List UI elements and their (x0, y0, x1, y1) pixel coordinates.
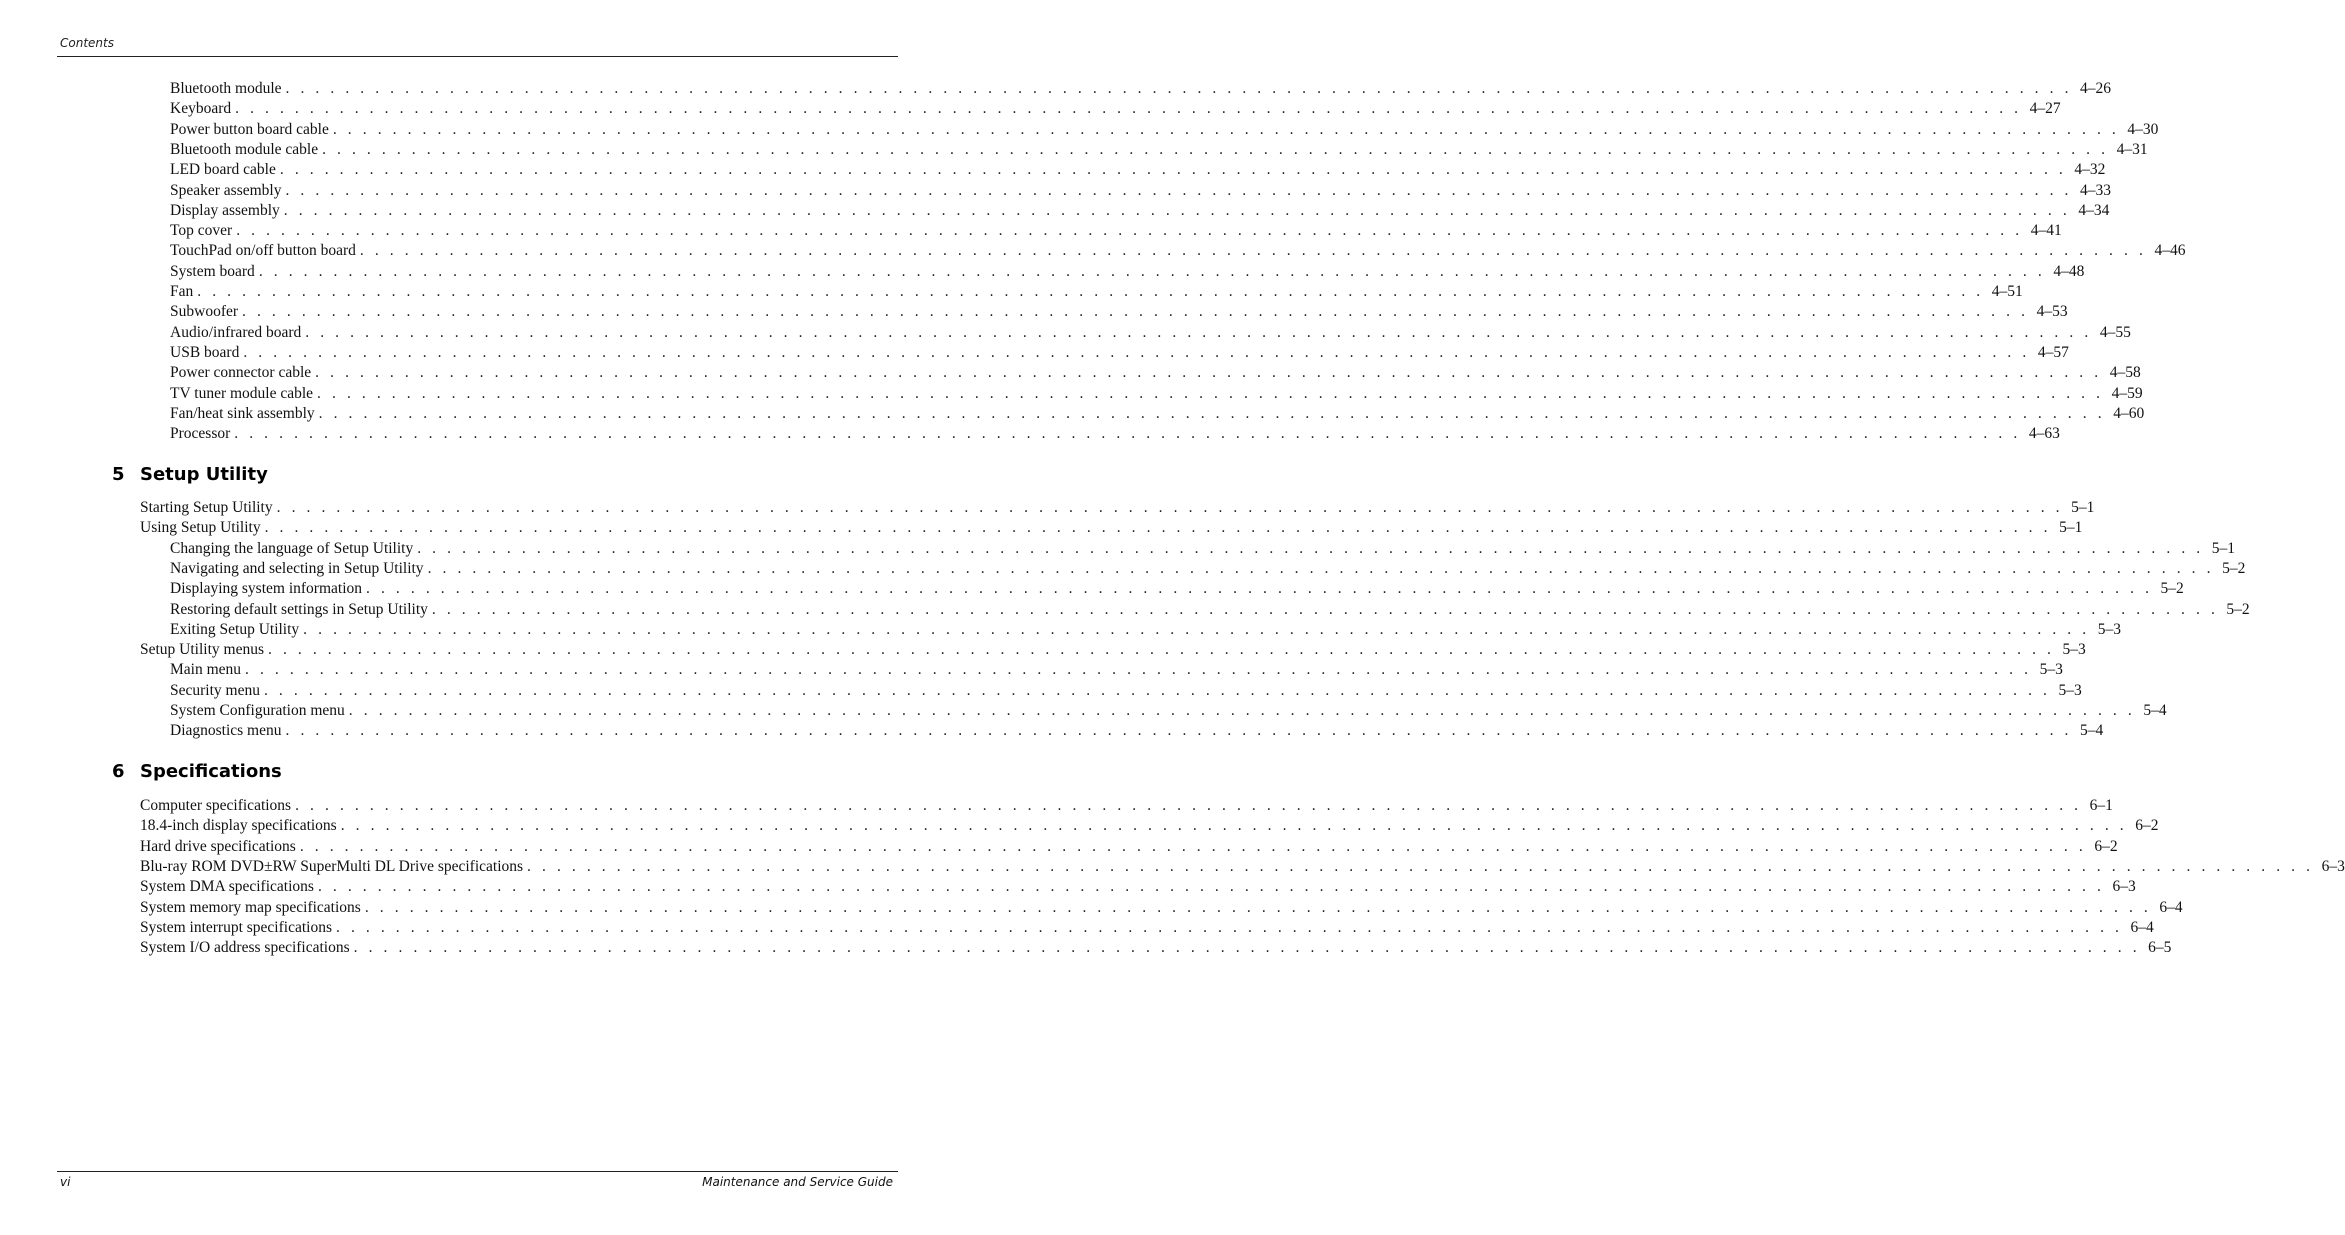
toc-entry-page: 4–63 (2028, 425, 2060, 443)
toc-entry[interactable] (170, 282, 2023, 302)
toc-entry-page: 6–3 (2112, 878, 2136, 896)
dot-leader: . . . . . . . . . . . . . . . . . . . . . . . . . . . . . . . . . . . . . . . . . . . . . . . . . . . . . . . . . . . . . . . . . . . . . . . . . . . . . . . . . . . . . . . . . . . . . . . . . . . . . . . . . . . . . . . . . . . . . . . . (353, 939, 2141, 957)
toc-entry[interactable] (170, 424, 2060, 444)
toc-entry[interactable] (170, 302, 2068, 322)
toc-entry[interactable] (170, 660, 2063, 680)
toc-entry-page: 5–2 (2160, 580, 2184, 598)
header-rule (57, 56, 898, 57)
toc-entry-page: 4–57 (2037, 343, 2069, 361)
toc-entry-title: Setup Utility menus (140, 641, 264, 659)
dot-leader: . . . . . . . . . . . . . . . . . . . . . . . . . . . . . . . . . . . . . . . . . . . . . . . . . . . . . . . . . . . . . . . . . . . . . . . . . . . . . . . . . . . . . . . . . . . . . . . . . . . . . . . . . . . . . . . . . . . . . . . . (235, 100, 2022, 118)
toc-entry-title: Hard drive specifications (140, 837, 296, 855)
toc-entry-page: 6–3 (2321, 857, 2345, 875)
toc-entry-title: System DMA specifications (140, 878, 314, 896)
toc-entry-title: Changing the language of Setup Utility (170, 539, 414, 557)
chapter-5-heading (112, 464, 268, 488)
toc-entry-title: Power button board cable (170, 120, 329, 138)
toc-entry[interactable] (170, 140, 2148, 160)
dot-leader: . . . . . . . . . . . . . . . . . . . . . . . . . . . . . . . . . . . . . . . . . . . . . . . . . . . . . . . . . . . . . . . . . . . . . . . . . . . . . . . . . . . . . . . . . . . . . . . . . . . . . . . . . . . . . . . . . . . . . . . . (348, 702, 2136, 719)
toc-entry-page: 6–1 (2089, 797, 2113, 814)
dot-leader: . . . . . . . . . . . . . . . . . . . . . . . . . . . . . . . . . . . . . . . . . . . . . . . . . . . . . . . . . . . . . . . . . . . . . . . . . . . . . . . . . . . . . . . . . . . . . . . . . . . . . . . . . . . . . . . . . . . . . . . . (332, 120, 2120, 138)
toc-entry[interactable] (140, 518, 2083, 538)
toc-entry[interactable] (170, 120, 2159, 140)
toc-entry-page: 4–59 (2111, 384, 2143, 402)
dot-leader: . . . . . . . . . . . . . . . . . . . . . . . . . . . . . . . . . . . . . . . . . . . . . . . . . . . . . . . . . . . . . . . . . . . . . . . . . . . . . . . . . . . . . . . . . . . . . . . . . . . . . . . . . . . . . . . . . . . . . . . . (285, 181, 2073, 199)
chapter-number: 5 (112, 464, 125, 485)
toc-entry-title: Restoring default settings in Setup Utility (170, 600, 428, 618)
dot-leader: . . . . . . . . . . . . . . . . . . . . . . . . . . . . . . . . . . . . . . . . . . . . . . . . . . . . . . . . . . . . . . . . . . . . . . . . . . . . . . . . . . . . . . . . . . . . . . . . . . . . . . . . . . . . . . . . . . . . . . . . (197, 283, 1984, 300)
toc-entry-page: 4–60 (2113, 404, 2145, 422)
toc-entry-title: TV tuner module cable (170, 384, 314, 402)
toc-entry-page: 5–4 (2080, 722, 2104, 740)
toc-entry[interactable] (140, 796, 2113, 816)
toc-entry-title: Blu-ray ROM DVD±RW SuperMulti DL Drive specifications (140, 857, 524, 875)
toc-entry[interactable] (170, 160, 2106, 180)
toc-entry-page: 4–53 (2036, 303, 2068, 321)
toc-entry-title: Bluetooth module cable (170, 140, 319, 158)
running-header: Contents (60, 36, 114, 50)
toc-entry-title: LED board cable (170, 161, 276, 179)
toc-entry-page: 4–41 (2030, 222, 2062, 240)
toc-entry[interactable] (140, 918, 2154, 938)
toc-entry-title: Bluetooth module (170, 80, 282, 97)
toc-entry-page: 4–58 (2109, 364, 2141, 382)
toc-entry[interactable] (170, 701, 2167, 721)
toc-entry[interactable] (140, 640, 2086, 660)
footer-rule (57, 1171, 898, 1172)
dot-leader: . . . . . . . . . . . . . . . . . . . . . . . . . . . . . . . . . . . . . . . . . . . . . . . . . . . . . . . . . . . . . . . . . . . . . . . . . . . . . . . . . . . . . . . . . . . . . . . . . . . . . . . . . . . . . . . . . . . . . . . . (305, 323, 2092, 341)
toc-entry-page: 5–3 (2097, 620, 2121, 638)
dot-leader: . . . . . . . . . . . . . . . . . . . . . . . . . . . . . . . . . . . . . . . . . . . . . . . . . . . . . . . . . . . . . . . . . . . . . . . . . . . . . . . . . . . . . . . . . . . . . . . . . . . . . . . . . . . . . . . . . . . . . . . . (427, 559, 2215, 577)
toc-entry-page: 4–55 (2099, 323, 2131, 341)
toc-entry-page: 5–3 (2039, 661, 2063, 679)
toc-entry-page: 6–2 (2094, 837, 2118, 855)
chapter-title: Specifications (140, 761, 282, 782)
dot-leader: . . . . . . . . . . . . . . . . . . . . . . . . . . . . . . . . . . . . . . . . . . . . . . . . . . . . . . . . . . . . . . . . . . . . . . . . . . . . . . . . . . . . . . . . . . . . . . . . . . . . . . . . . . . . . . . . . . . . . . . . (268, 641, 2055, 659)
toc-entry[interactable] (170, 181, 2112, 201)
toc-entry-page: 4–26 (2080, 80, 2112, 97)
toc-entry[interactable] (170, 241, 2186, 261)
toc-entry[interactable] (170, 404, 2145, 424)
toc-entry-page: 5–3 (2062, 641, 2086, 659)
toc-entry-page: 5–2 (2222, 559, 2246, 577)
toc-entry[interactable] (170, 79, 2112, 99)
dot-leader: . . . . . . . . . . . . . . . . . . . . . . . . . . . . . . . . . . . . . . . . . . . . . . . . . . . . . . . . . . . . . . . . . . . . . . . . . . . . . . . . . . . . . . . . . . . . . . . . . . . . . . . . . . . . . . . . . . . . . . . . (322, 140, 2109, 158)
toc-entry-title: Displaying system information (170, 580, 363, 598)
dot-leader: . . . . . . . . . . . . . . . . . . . . . . . . . . . . . . . . . . . . . . . . . . . . . . . . . . . . . . . . . . . . . . . . . . . . . . . . . . . . . . . . . . . . . . . . . . . . . . . . . . . . . . . . . . . . . . . . . . . . . . . . (366, 580, 2153, 598)
toc-entry-page: 5–3 (2058, 681, 2082, 699)
dot-leader: . . . . . . . . . . . . . . . . . . . . . . . . . . . . . . . . . . . . . . . . . . . . . . . . . . . . . . . . . . . . . . . . . . . . . . . . . . . . . . . . . . . . . . . . . . . . . . . . . . . . . . . . . . . . . . . . . . . . . . . . (285, 722, 2073, 740)
dot-leader: . . . . . . . . . . . . . . . . . . . . . . . . . . . . . . . . . . . . . . . . . . . . . . . . . . . . . . . . . . . . . . . . . . . . . . . . . . . . . . . . . . . . . . . . . . . . . . . . . . . . . . . . . . . . . . . . . . . . . . . . (303, 620, 2090, 638)
dot-leader: . . . . . . . . . . . . . . . . . . . . . . . . . . . . . . . . . . . . . . . . . . . . . . . . . . . . . . . . . . . . . . . . . . . . . . . . . . . . . . . . . . . . . . . . . . . . . . . . . . . . . . . . . . . . . . . . . . . . . . . . (263, 681, 2051, 699)
dot-leader: . . . . . . . . . . . . . . . . . . . . . . . . . . . . . . . . . . . . . . . . . . . . . . . . . . . . . . . . . . . . . . . . . . . . . . . . . . . . . . . . . . . . . . . . . . . . . . . . . . . . . . . . . . . . . . . . . . . . . . . . (283, 201, 2071, 219)
toc-entry[interactable] (140, 837, 2118, 857)
toc-entry-title: TouchPad on/off button board (170, 242, 356, 260)
dot-leader: . . . . . . . . . . . . . . . . . . . . . . . . . . . . . . . . . . . . . . . . . . . . . . . . . . . . . . . . . . . . . . . . . . . . . . . . . . . . . . . . . . . . . . . . . . . . . . . . . . . . . . . . . . . . . . . . . . . . . . . . (317, 878, 2105, 896)
toc-entry-title: Keyboard (170, 100, 232, 118)
dot-leader: . . . . . . . . . . . . . . . . . . . . . . . . . . . . . . . . . . . . . . . . . . . . . . . . . . . . . . . . . . . . . . . . . . . . . . . . . . . . . . . . . . . . . . . . . . . . . . . . . . . . . . . . . . . . . . . . . . . . . . . . (318, 404, 2106, 422)
toc-entry[interactable] (170, 681, 2082, 701)
dot-leader: . . . . . . . . . . . . . . . . . . . . . . . . . . . . . . . . . . . . . . . . . . . . . . . . . . . . . . . . . . . . . . . . . . . . . . . . . . . . . . . . . . . . . . . . . . . . . . . . . . . . . . . . . . . . . . . . . . . . . . . . (315, 364, 2102, 382)
toc-entry[interactable] (170, 99, 2061, 119)
dot-leader: . . . . . . . . . . . . . . . . . . . . . . . . . . . . . . . . . . . . . . . . . . . . . . . . . . . . . . . . . . . . . . . . . . . . . . . . . . . . . . . . . . . . . . . . . . . . . . . . . . . . . . . . . . . . . . . . . . . . . . . . (234, 425, 2021, 443)
toc-entry-title: Audio/infrared board (170, 323, 302, 341)
dot-leader: . . . . . . . . . . . . . . . . . . . . . . . . . . . . . . . . . . . . . . . . . . . . . . . . . . . . . . . . . . . . . . . . . . . . . . . . . . . . . . . . . . . . . . . . . . . . . . . . . . . . . . . . . . . . . . . . . . . . . . . . (431, 600, 2219, 618)
toc-entry[interactable] (170, 600, 2250, 620)
toc-entry-title: 18.4-inch display specifications (140, 817, 337, 835)
dot-leader: . . . . . . . . . . . . . . . . . . . . . . . . . . . . . . . . . . . . . . . . . . . . . . . . . . . . . . . . . . . . . . . . . . . . . . . . . . . . . . . . . . . . . . . . . . . . . . . . . . . . . . . . . . . . . . . . . . . . . . . . (340, 817, 2128, 835)
toc-entry[interactable] (140, 498, 2095, 518)
toc-entry-page: 5–1 (2059, 519, 2083, 537)
toc-entry-title: System memory map specifications (140, 898, 361, 916)
toc-entry[interactable] (170, 323, 2131, 343)
toc-entry[interactable] (170, 579, 2184, 599)
toc-entry-page: 4–34 (2078, 201, 2110, 219)
dot-leader: . . . . . . . . . . . . . . . . . . . . . . . . . . . . . . . . . . . . . . . . . . . . . . . . . . . . . . . . . . . . . . . . . . . . . . . . . . . . . . . . . . . . . . . . . . . . . . . . . . . . . . . . . . . . . . . . . . . . . . . . (317, 384, 2104, 402)
dot-leader: . . . . . . . . . . . . . . . . . . . . . . . . . . . . . . . . . . . . . . . . . . . . . . . . . . . . . . . . . . . . . . . . . . . . . . . . . . . . . . . . . . . . . . . . . . . . . . . . . . . . . . . . . . . . . . . . . . . . . . . . (258, 262, 2046, 280)
dot-leader: . . . . . . . . . . . . . . . . . . . . . . . . . . . . . . . . . . . . . . . . . . . . . . . . . . . . . . . . . . . . . . . . . . . . . . . . . . . . . . . . . . . . . . . . . . . . . . . . . . . . . . . . . . . . . . . . . . . . . . . . (242, 303, 2029, 321)
chapter-6-heading (112, 761, 282, 785)
dot-leader: . . . . . . . . . . . . . . . . . . . . . . . . . . . . . . . . . . . . . . . . . . . . . . . . . . . . . . . . . . . . . . . . . . . . . . . . . . . . . . . . . . . . . . . . . . . . . . . . . . . . . . . . . . . . . . . . . . . . . . . . (364, 898, 2152, 916)
toc-entry-page: 4–27 (2029, 100, 2061, 118)
toc-entry[interactable] (170, 262, 2085, 282)
toc-entry-title: Diagnostics menu (170, 722, 282, 740)
toc-entry-title: Computer specifications (140, 797, 292, 814)
toc-entry-page: 4–33 (2080, 181, 2112, 199)
dot-leader: . . . . . . . . . . . . . . . . . . . . . . . . . . . . . . . . . . . . . . . . . . . . . . . . . . . . . . . . . . . . . . . . . . . . . . . . . . . . . . . . . . . . . . . . . . . . . . . . . . . . . . . . . . . . . . . . . . . . . . . . (336, 918, 2123, 936)
toc-entry[interactable] (140, 877, 2136, 897)
chapter-title: Setup Utility (140, 464, 268, 485)
toc-entry-title: Power connector cable (170, 364, 312, 382)
toc-entry-page: 4–31 (2116, 140, 2148, 158)
footer-title: Maintenance and Service Guide (702, 1175, 893, 1189)
toc-entry-title: Fan (170, 283, 194, 300)
dot-leader: . . . . . . . . . . . . . . . . . . . . . . . . . . . . . . . . . . . . . . . . . . . . . . . . . . . . . . . . . . . . . . . . . . . . . . . . . . . . . . . . . . . . . . . . . . . . . . . . . . . . . . . . . . . . . . . . . . . . . . . . (279, 161, 2067, 179)
toc-entry-page: 5–2 (2226, 600, 2250, 618)
dot-leader: . . . . . . . . . . . . . . . . . . . . . . . . . . . . . . . . . . . . . . . . . . . . . . . . . . . . . . . . . . . . . . . . . . . . . . . . . . . . . . . . . . . . . . . . . . . . . . . . . . . . . . . . . . . . . . . . . . . . . . . . (236, 222, 2023, 240)
toc-entry[interactable] (170, 620, 2121, 640)
toc-entry-page: 4–32 (2074, 161, 2106, 179)
toc-entry-title: Processor (170, 425, 231, 443)
toc-entry[interactable] (140, 938, 2172, 958)
toc-entry[interactable] (170, 559, 2246, 579)
dot-leader: . . . . . . . . . . . . . . . . . . . . . . . . . . . . . . . . . . . . . . . . . . . . . . . . . . . . . . . . . . . . . . . . . . . . . . . . . . . . . . . . . . . . . . . . . . . . . . . . . . . . . . . . . . . . . . . . . . . . . . . . (245, 661, 2032, 679)
toc-entry-page: 6–4 (2130, 918, 2154, 936)
toc-entry-page: 4–51 (1991, 283, 2023, 300)
toc-entry-page: 5–1 (2071, 499, 2095, 516)
toc-entry-title: Top cover (170, 222, 233, 240)
chapter-number: 6 (112, 761, 125, 782)
toc-entry-title: Starting Setup Utility (140, 499, 273, 516)
toc-entry[interactable] (170, 539, 2236, 559)
toc-entry[interactable] (140, 857, 2345, 877)
toc-entry[interactable] (170, 221, 2062, 241)
toc-entry-page: 4–46 (2154, 242, 2186, 260)
dot-leader: . . . . . . . . . . . . . . . . . . . . . . . . . . . . . . . . . . . . . . . . . . . . . . . . . . . . . . . . . . . . . . . . . . . . . . . . . . . . . . . . . . . . . . . . . . . . . . . . . . . . . . . . . . . . . . . . . . . . . . . . (417, 539, 2204, 557)
dot-leader: . . . . . . . . . . . . . . . . . . . . . . . . . . . . . . . . . . . . . . . . . . . . . . . . . . . . . . . . . . . . . . . . . . . . . . . . . . . . . . . . . . . . . . . . . . . . . . . . . . . . . . . . . . . . . . . . . . . . . . . . (264, 519, 2052, 537)
toc-entry-page: 4–48 (2053, 262, 2085, 280)
toc-entry-title: Fan/heat sink assembly (170, 404, 315, 422)
toc-entry-page: 6–4 (2159, 898, 2183, 916)
toc-entry-title: Speaker assembly (170, 181, 282, 199)
toc-entry[interactable] (140, 898, 2183, 918)
toc-entry-title: System interrupt specifications (140, 918, 332, 936)
toc-entry-title: Subwoofer (170, 303, 239, 321)
page-number: vi (60, 1175, 71, 1189)
toc-entry-title: Security menu (170, 681, 260, 699)
toc-entry-page: 5–4 (2143, 702, 2167, 719)
toc-entry-title: USB board (170, 343, 240, 361)
toc-entry[interactable] (170, 201, 2110, 221)
toc-entry-page: 6–5 (2148, 939, 2172, 957)
dot-leader: . . . . . . . . . . . . . . . . . . . . . . . . . . . . . . . . . . . . . . . . . . . . . . . . . . . . . . . . . . . . . . . . . . . . . . . . . . . . . . . . . . . . . . . . . . . . . . . . . . . . . . . . . . . . . . . . . . . . . . . . (299, 837, 2087, 855)
toc-entry[interactable] (170, 384, 2143, 404)
toc-entry-page: 5–1 (2211, 539, 2236, 557)
toc-entry-title: Navigating and selecting in Setup Utility (170, 559, 424, 577)
toc-entry-title: Main menu (170, 661, 242, 679)
dot-leader: . . . . . . . . . . . . . . . . . . . . . . . . . . . . . . . . . . . . . . . . . . . . . . . . . . . . . . . . . . . . . . . . . . . . . . . . . . . . . . . . . . . . . . . . . . . . . . . . . . . . . . . . . . . . . . . . . . . . . . . . (276, 499, 2064, 516)
dot-leader: . . . . . . . . . . . . . . . . . . . . . . . . . . . . . . . . . . . . . . . . . . . . . . . . . . . . . . . . . . . . . . . . . . . . . . . . . . . . . . . . . . . . . . . . . . . . . . . . . . . . . . . . . . . . . . . . . . . . . . . . (359, 242, 2147, 260)
toc-entry-page: 4–30 (2127, 120, 2159, 138)
toc-entry[interactable] (170, 721, 2104, 741)
toc-entry-title: System Configuration menu (170, 702, 345, 719)
dot-leader: . . . . . . . . . . . . . . . . . . . . . . . . . . . . . . . . . . . . . . . . . . . . . . . . . . . . . . . . . . . . . . . . . . . . . . . . . . . . . . . . . . . . . . . . . . . . . . . . . . . . . . . . . . . . . . . . . . . . . . . . (243, 343, 2030, 361)
toc-entry-title: Exiting Setup Utility (170, 620, 300, 638)
toc-entry-title: System I/O address specifications (140, 939, 350, 957)
toc-entry-title: Using Setup Utility (140, 519, 261, 537)
toc-entry[interactable] (140, 816, 2159, 836)
toc-entry-title: System board (170, 262, 255, 280)
toc-entry[interactable] (170, 363, 2141, 383)
toc-entry-page: 6–2 (2135, 817, 2159, 835)
toc-entry[interactable] (170, 343, 2069, 363)
dot-leader: . . . . . . . . . . . . . . . . . . . . . . . . . . . . . . . . . . . . . . . . . . . . . . . . . . . . . . . . . . . . . . . . . . . . . . . . . . . . . . . . . . . . . . . . . . . . . . . . . . . . . . . . . . . . . . . . . . . . . . . . (295, 797, 2082, 814)
toc-entry-title: Display assembly (170, 201, 280, 219)
dot-leader: . . . . . . . . . . . . . . . . . . . . . . . . . . . . . . . . . . . . . . . . . . . . . . . . . . . . . . . . . . . . . . . . . . . . . . . . . . . . . . . . . . . . . . . . . . . . . . . . . . . . . . . . . . . . . . . . . . . . . . . . (285, 80, 2073, 97)
dot-leader: . . . . . . . . . . . . . . . . . . . . . . . . . . . . . . . . . . . . . . . . . . . . . . . . . . . . . . . . . . . . . . . . . . . . . . . . . . . . . . . . . . . . . . . . . . . . . . . . . . . . . . . . . . . . . . . . . . . . . . . . (527, 857, 2314, 875)
